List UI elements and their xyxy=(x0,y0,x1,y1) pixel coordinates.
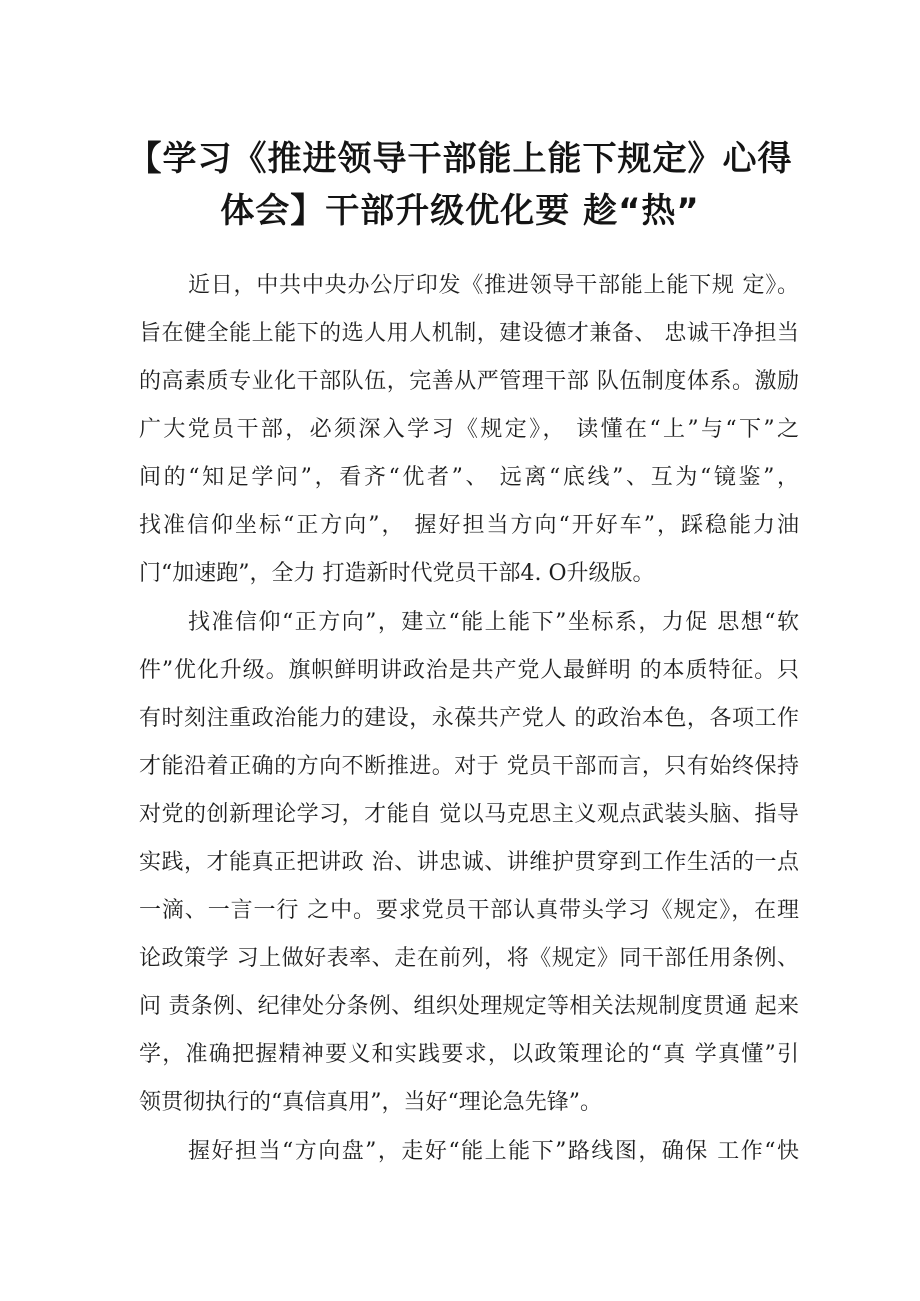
paragraph-2-line: 实践，才能真正把讲政 治、讲忠诚、讲维护贯穿到工作生活的一点 xyxy=(139,850,799,875)
paragraph-1-line: 找准信仰坐标“正方向”， 握好担当方向“开好车”，踩稳能力油 xyxy=(139,513,799,538)
document-title-line-2: 体会】干部升级优化要 趁“热” xyxy=(220,191,700,231)
paragraph-1-line: 门“加速跑”，全力 打造新时代党员干部4. O升级版。 xyxy=(139,561,655,586)
paragraph-1-line: 的高素质专业化干部队伍，完善从严管理干部 队伍制度体系。激励 xyxy=(139,369,799,394)
paragraph-3-line: 握好担当“方向盘”，走好“能上能下”路线图，确保 工作“快 xyxy=(188,1139,799,1164)
paragraph-2-line: 问 责条例、纪律处分条例、组织处理规定等相关法规制度贯通 起来 xyxy=(139,994,799,1019)
paragraph-2-line: 才能沿着正确的方向不断推进。对于 党员干部而言，只有始终保持 xyxy=(139,754,799,779)
paragraph-2-line: 件”优化升级。旗帜鲜明讲政治是共产党人最鲜明 的本质特征。只 xyxy=(139,658,799,683)
paragraph-2-line: 领贯彻执行的“真信真用”，当好“理论急先锋”。 xyxy=(139,1090,602,1115)
paragraph-1-line: 近日，中共中央办公厅印发《推进领导干部能上能下规 定》。 xyxy=(188,273,799,298)
paragraph-2-line: 有时刻注重政治能力的建设，永葆共产党人 的政治本色，各项工作 xyxy=(139,706,799,731)
paragraph-2-line: 对党的创新理论学习，才能自 觉以马克思主义观点武装头脑、指导 xyxy=(139,802,799,827)
paragraph-1-line: 广大党员干部，必须深入学习《规定》， 读懂在“上”与“下”之 xyxy=(139,417,799,442)
paragraph-2-line: 学，准确把握精神要义和实践要求，以政策理论的“真 学真懂”引 xyxy=(139,1042,799,1067)
paragraph-1-line: 间的“知足学问”，看齐“优者”、 远离“底线”、互为“镜鉴”， xyxy=(139,465,799,490)
paragraph-2-line: 一滴、一言一行 之中。要求党员干部认真带头学习《规定》，在理 xyxy=(139,898,799,923)
document-title-line-1: 【学习《推进领导干部能上能下规定》心得 xyxy=(127,139,793,179)
paragraph-1-line: 旨在健全能上能下的选人用人机制，建设德才兼备、 忠诚干净担当 xyxy=(139,321,799,346)
paragraph-2-line: 找准信仰“正方向”，建立“能上能下”坐标系，力促 思想“软 xyxy=(188,610,799,635)
paragraph-2-line: 论政策学 习上做好表率、走在前列，将《规定》同干部任用条例、 xyxy=(139,946,799,971)
